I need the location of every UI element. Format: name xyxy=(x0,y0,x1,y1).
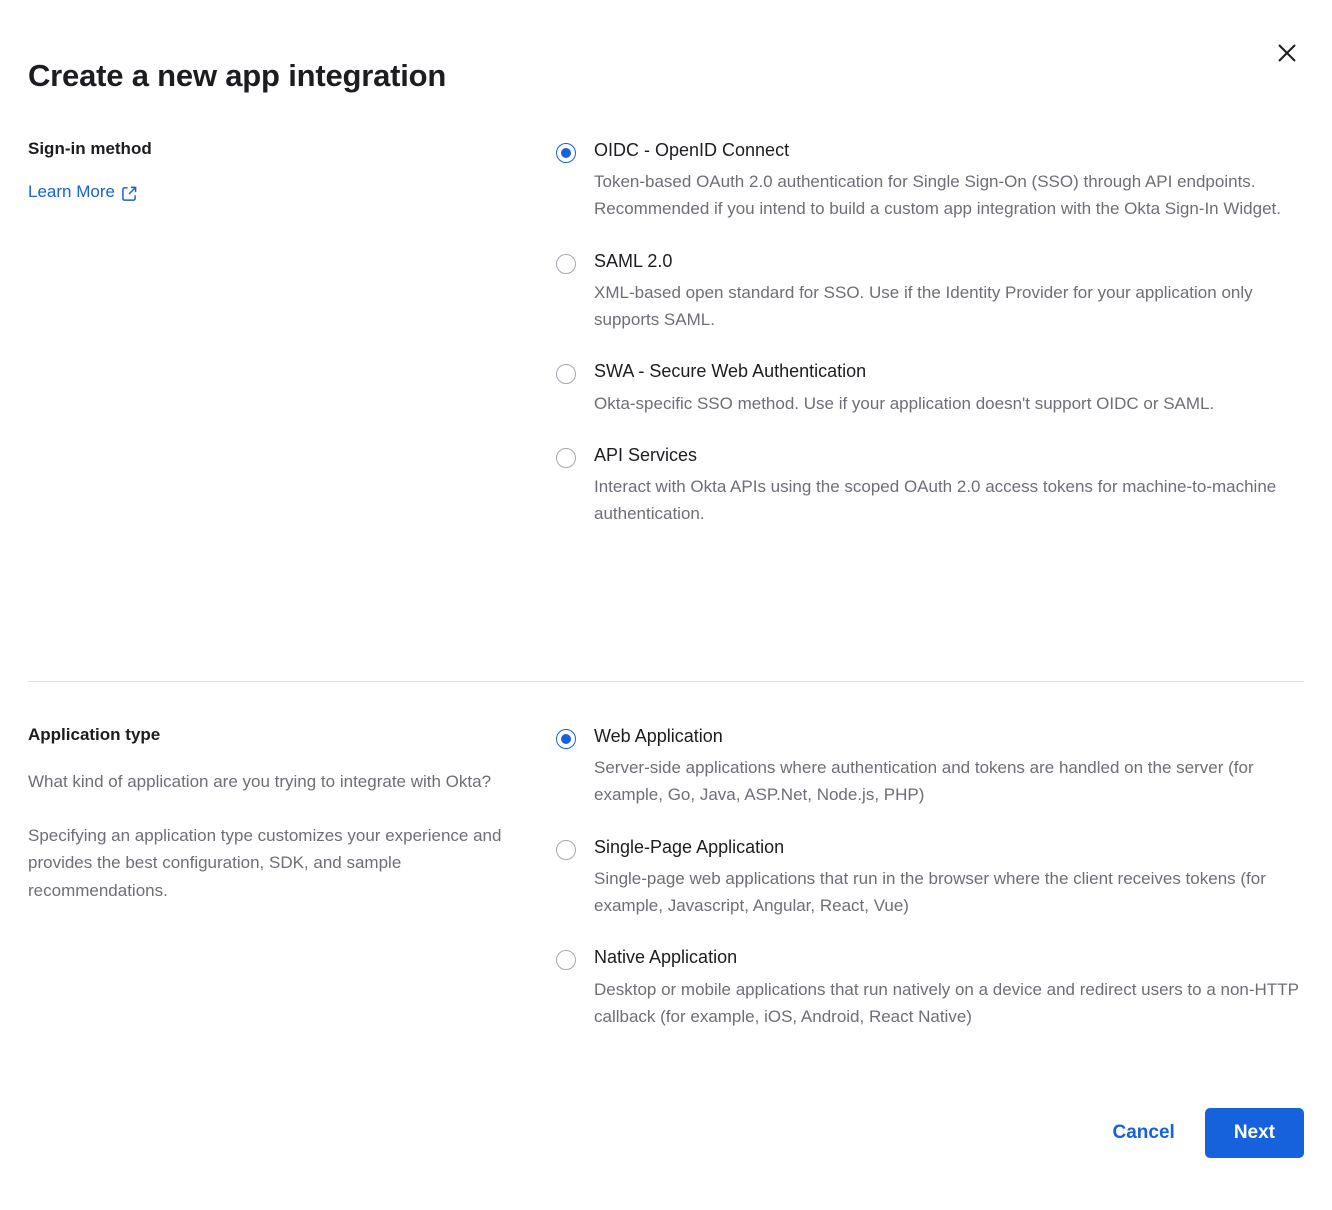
radio-title-single-page-application[interactable]: Single-Page Application xyxy=(594,836,785,857)
radio-body-swa xyxy=(594,359,1304,416)
dialog-footer xyxy=(1107,1108,1305,1158)
radio-description-swa: Okta-specific SSO method. Use if your application doesn't support OIDC or SAML. xyxy=(594,393,1215,413)
radio-icon-saml[interactable] xyxy=(556,254,576,274)
learn-more-label: Learn More xyxy=(28,182,115,202)
radio-icon-oidc[interactable] xyxy=(556,143,576,163)
radio-title-native-application[interactable]: Native Application xyxy=(594,947,738,968)
section-divider xyxy=(28,681,1304,682)
radio-title-api-services[interactable]: API Services xyxy=(594,444,698,465)
page-title: Create a new app integration xyxy=(28,58,447,93)
radio-body-saml xyxy=(594,249,1304,334)
application-type-help-2: Specifying an application type customizes your experience and provides the best configuration, SDK, and sample recommendations. xyxy=(28,825,502,900)
sign-in-method-section xyxy=(28,138,1304,528)
radio-body-api-services xyxy=(594,443,1304,528)
learn-more-link[interactable] xyxy=(28,182,137,202)
sign-in-method-options xyxy=(556,138,1304,528)
radio-title-oidc[interactable]: OIDC - OpenID Connect xyxy=(594,140,790,160)
radio-body-single-page-application xyxy=(594,835,1304,920)
radio-icon-single-page-application[interactable] xyxy=(556,840,576,860)
radio-option-api-services[interactable] xyxy=(556,443,1304,528)
cancel-button[interactable]: Cancel xyxy=(1107,1112,1181,1154)
next-button[interactable]: Next xyxy=(1205,1108,1304,1158)
radio-title-web-application[interactable]: Web Application xyxy=(594,726,723,746)
radio-body-oidc xyxy=(594,138,1304,223)
radio-description-web-application: Server-side applications where authentication and tokens are handled on the server (for example, Go, Java, ASP.Net, Node.js, PHP) xyxy=(594,758,1254,805)
radio-description-saml: XML-based open standard for SSO. Use if the Identity Provider for your application only supports SAML. xyxy=(594,282,1253,330)
radio-body-native-application xyxy=(594,945,1304,1030)
close-x-glyph xyxy=(1276,42,1298,64)
radio-icon-web-application[interactable] xyxy=(556,729,576,749)
radio-description-api-services: Interact with Okta APIs using the scoped OAuth 2.0 access tokens for machine-to-machine authentication. xyxy=(594,477,1277,524)
radio-body-web-application xyxy=(594,724,1304,809)
radio-description-single-page-application: Single-page web applications that run in the browser where the client receives tokens (for example, Javascript, Angular, React, Vue) xyxy=(594,868,1266,916)
radio-option-swa[interactable] xyxy=(556,359,1304,416)
radio-icon-swa[interactable] xyxy=(556,364,576,384)
external-link-icon xyxy=(122,186,137,201)
radio-icon-api-services[interactable] xyxy=(556,448,576,468)
application-type-section xyxy=(28,724,1304,1030)
sign-in-method-label: Sign-in method xyxy=(28,139,152,158)
radio-title-saml[interactable]: SAML 2.0 xyxy=(594,250,673,271)
application-type-left xyxy=(28,724,556,904)
radio-description-oidc: Token-based OAuth 2.0 authentication for Single Sign-On (SSO) through API endpoints. Recommended if you intend to build a custom app integration with the Okta Sign-In Widget. xyxy=(594,172,1281,219)
sign-in-method-left xyxy=(28,138,556,202)
application-type-options xyxy=(556,724,1304,1030)
close-icon[interactable] xyxy=(1270,36,1304,70)
application-type-label: Application type xyxy=(28,725,161,744)
radio-title-swa[interactable]: SWA - Secure Web Authentication xyxy=(594,361,867,382)
radio-option-web-application[interactable] xyxy=(556,724,1304,809)
radio-option-single-page-application[interactable] xyxy=(556,835,1304,920)
radio-description-native-application: Desktop or mobile applications that run natively on a device and redirect users to a non-HTTP callback (for example, iOS, Android, React Native) xyxy=(594,979,1299,1026)
application-type-help-1: What kind of application are you trying to integrate with Okta? xyxy=(28,772,492,792)
radio-icon-native-application[interactable] xyxy=(556,950,576,970)
radio-option-native-application[interactable] xyxy=(556,945,1304,1030)
radio-option-oidc[interactable] xyxy=(556,138,1304,223)
radio-option-saml[interactable] xyxy=(556,249,1304,334)
